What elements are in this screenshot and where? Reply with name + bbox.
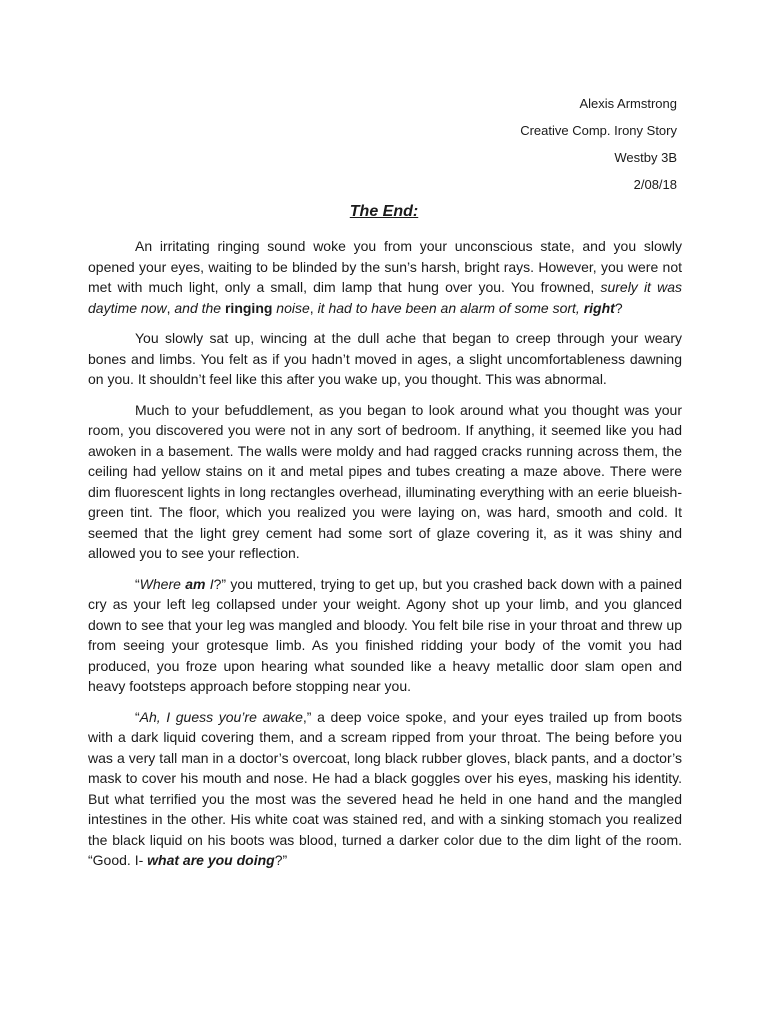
text-segment: An irritating ringing sound woke you from your unconscious state, and you slowly opened your eyes, waiting to be blinded by the sun’s harsh, bright rays. However, you were not met with much light, only a small, dim lamp that hung over you. You frowned, bbox=[88, 238, 682, 295]
text-segment: what are you doing bbox=[147, 852, 275, 868]
text-segment: ?” you muttered, trying to get up, but you crashed back down with a pained cry as your left leg collapsed under your weight. Agony shot up your limb, and you glanced down to see that your leg was mangled and bloody. You felt bile rise in your throat and threw up from seeing your grotesque limb. As you finished ridding your body of the vomit you had produced, you froze upon hearing what sounded like a heavy metallic door slam open and heavy footsteps approach before stopping near you. bbox=[88, 575, 683, 694]
text-segment: Ah, I guess you’re awake bbox=[139, 708, 303, 725]
paragraph bbox=[88, 236, 682, 318]
text-segment: noise bbox=[272, 299, 310, 316]
text-segment: ,” a deep voice spoke, and your eyes trailed up from boots with a dark liquid covering them, and a scream ripped from your throat. The being before you was a very tall man in a doctor’s overcoat, long black rubber gloves, black pants, and a doctor’s mask to cover his mouth and nose. He had a black goggles over his eyes, masking his identity. But what terrified you the most was the severed head he held in one hand and the mangled intestines in the other. His white coat was stained red, and with a sinking stomach you realized the black liquid on his boots was blood, turned a darker color due to the dim light of the room. “Good. I- bbox=[88, 708, 682, 868]
text-segment: and the bbox=[174, 299, 225, 316]
text-segment: ringing bbox=[224, 299, 273, 316]
course-name: Creative Comp. Irony Story bbox=[520, 123, 677, 138]
text-segment: “ bbox=[135, 575, 140, 592]
text-segment: surely it was daytime now bbox=[88, 279, 682, 316]
text-segment: it had to have been an alarm of some sort, bbox=[317, 299, 584, 316]
text-segment: I bbox=[205, 575, 214, 592]
text-segment: Where bbox=[139, 575, 186, 592]
text-segment: , bbox=[166, 299, 175, 316]
text-segment: You slowly sat up, wincing at the dull ache that began to creep through your weary bones and limbs. You felt as if you hadn’t moved in ages, a slight uncomfortableness dawning on you. It shouldn’t feel like this after you wake up, you thought. This was abnormal. bbox=[88, 330, 682, 387]
author-name: Alexis Armstrong bbox=[579, 96, 677, 111]
paragraph bbox=[88, 574, 682, 697]
text-segment: am bbox=[185, 575, 206, 592]
date: 2/08/18 bbox=[633, 177, 677, 192]
text-segment: Much to your befuddlement, as you began to look around what you thought was your room, you discovered you were not in any sort of bedroom. If anything, it seemed like you had awoken in a basement. The walls were moldy and had ragged cracks running across them, the ceiling had yellow stains on it and metal pipes and tubes creating a maze above. There were dim fluorescent lights in long rectangles overhead, illuminating everything with an eerie blueish-green tint. The floor, which you realized you were laying on, was hard, smooth and cold. It seemed that the light grey cement had some sort of glaze covering it, as it was shiny and allowed you to see your reflection. bbox=[88, 401, 682, 561]
text-segment: , bbox=[309, 299, 318, 316]
header-block bbox=[520, 90, 677, 198]
paragraph bbox=[88, 328, 682, 390]
paragraph bbox=[88, 400, 682, 564]
text-segment: right bbox=[583, 299, 615, 316]
text-segment: “ bbox=[135, 708, 140, 725]
text-segment: ? bbox=[614, 299, 623, 316]
teacher-name: Westby 3B bbox=[614, 150, 677, 165]
paragraph bbox=[88, 707, 682, 871]
story-body bbox=[88, 236, 682, 871]
story-title: The End: bbox=[349, 203, 419, 220]
text-segment: ?” bbox=[274, 852, 288, 868]
